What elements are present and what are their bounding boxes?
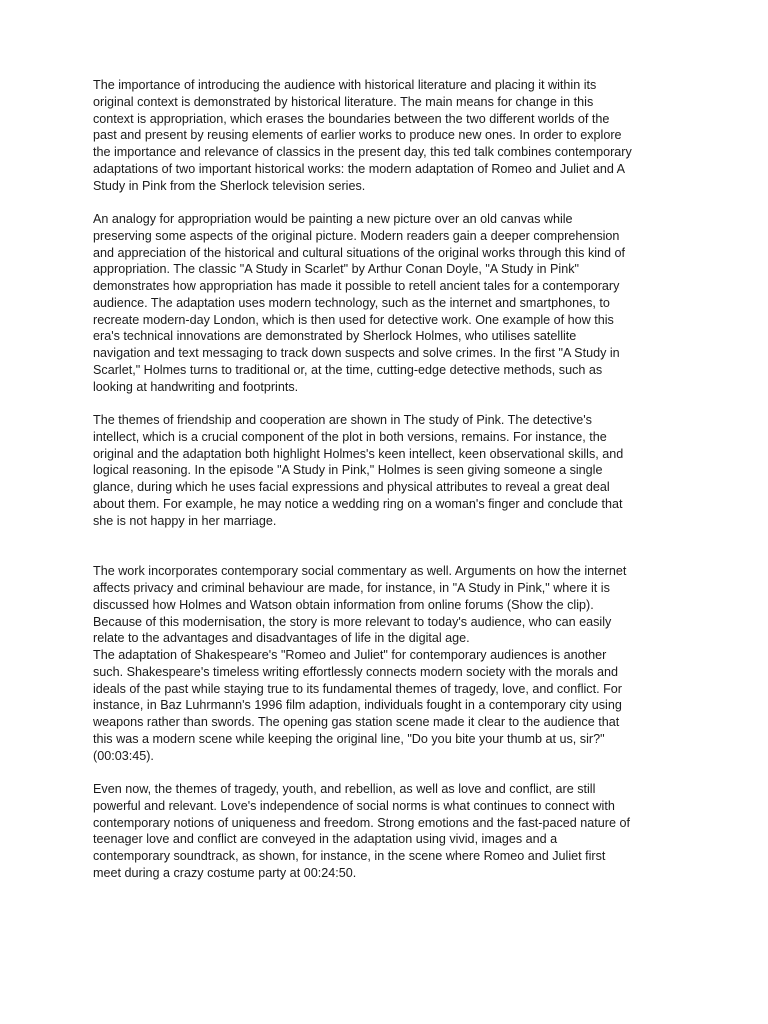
paragraph-appropriation-intro: The importance of introducing the audience with historical literature and placing it within its original context is demonstrated by historical literature. The main means for change in this context is appropriation, which erases the boundaries between the two different worlds of the past and present by reusing elements of earlier works to produce new ones. In order to explore the importance and relevance of classics in the present day, this ted talk combines contemporary adaptations of two important historical works: the modern adaptation of Romeo and Juliet and A Study in Pink from the Sherlock television series. <box>93 78 632 193</box>
paragraph-romeo-juliet-adaptation: The adaptation of Shakespeare's "Romeo and Juliet" for contemporary audiences is another such. Shakespeare's timeless writing effortlessly connects modern society with the morals and ideals of the past while staying true to its fundamental themes of tragedy, love, and conflict. For instance, in Baz Luhrmann's 1996 film adaption, individuals fought in a contemporary city using weapons rather than swords. The opening gas station scene made it clear to the audience that this was a modern scene while keeping the original line, "Do you bite your thumb at us, sir?" (00:03:45). <box>93 648 622 763</box>
paragraph-tragedy-youth-themes: Even now, the themes of tragedy, youth, and rebellion, as well as love and conflict, are still powerful and relevant. Love's independence of social norms is what continues to connect with contemporary notions of uniqueness and freedom. Strong emotions and the fast-paced nature of teenager love and conflict are conveyed in the adaptation using vivid, images and a contemporary soundtrack, as shown, for instance, in the scene where Romeo and Juliet first meet during a crazy costume party at 00:24:50. <box>93 782 630 880</box>
paragraph-friendship-themes: The themes of friendship and cooperation are shown in The study of Pink. The detective's intellect, which is a crucial component of the plot in both versions, remains. For instance, the original and the adaptation both highlight Holmes's keen intellect, keen observational skills, and logical reasoning. In the episode "A Study in Pink," Holmes is seen giving someone a single glance, during which he uses facial expressions and physical attributes to reveal a great deal about them. For example, he may notice a wedding ring on a woman's finger and conclude that she is not happy in her marriage. <box>93 413 624 528</box>
document-body <box>93 77 685 882</box>
paragraph-social-commentary: The work incorporates contemporary social commentary as well. Arguments on how the internet affects privacy and criminal behaviour are made, for instance, in "A Study in Pink," where it is discussed how Holmes and Watson obtain information from online forums (Show the clip). Because of this modernisation, the story is more relevant to today's audience, who can easily relate to the advantages and disadvantages of life in the digital age. <box>93 564 627 646</box>
paragraph-canvas-analogy: An analogy for appropriation would be painting a new picture over an old canvas while preserving some aspects of the original picture. Modern readers gain a deeper comprehension and appreciation of the historical and cultural situations of the original works through this kind of appropriation. The classic "A Study in Scarlet" by Arthur Conan Doyle, "A Study in Pink" demonstrates how appropriation has made it possible to retell ancient tales for a contemporary audience. The adaptation uses modern technology, such as the internet and smartphones, to recreate modern-day London, which is then used for detective work. One example of how this era's technical innovations are demonstrated by Sherlock Holmes, who utilises satellite navigation and text messaging to track down suspects and solve crimes. In the first "A Study in Scarlet," Holmes turns to traditional or, at the time, cutting-edge detective methods, such as looking at handwriting and footprints. <box>93 212 626 394</box>
